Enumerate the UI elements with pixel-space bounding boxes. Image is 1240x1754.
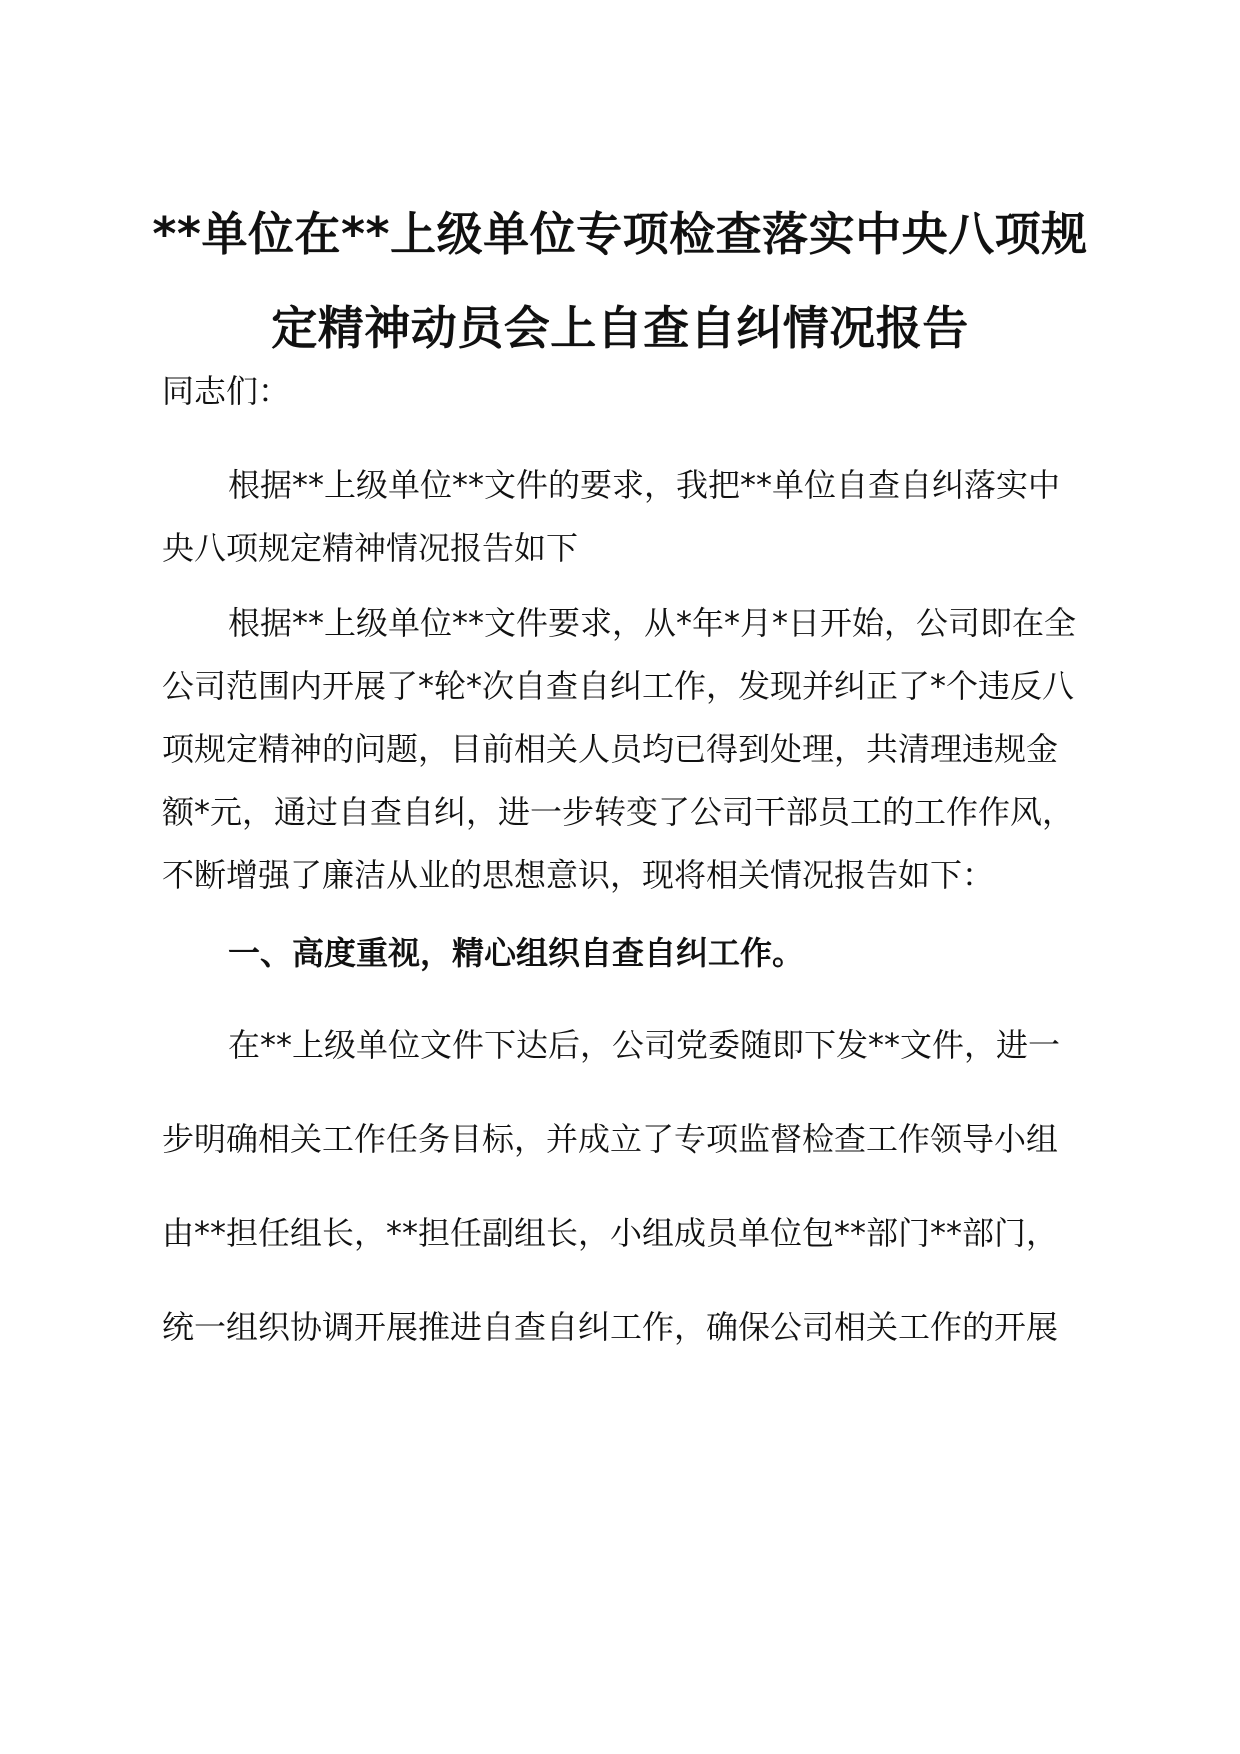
paragraph-3-line-3: 由**担任组长，**担任副组长，小组成员单位包**部门**部门， xyxy=(162,1214,1059,1252)
paragraph-2-line-1: 根据**上级单位**文件要求，从*年*月*日开始，公司即在全 xyxy=(228,604,1077,642)
document-title-line-2: 定精神动员会上自查自纠情况报告 xyxy=(271,301,969,355)
document-title-line-1: **单位在**上级单位专项检查落实中央八项规 xyxy=(152,207,1088,261)
paragraph-2-line-2: 公司范围内开展了*轮*次自查自纠工作，发现并纠正了*个违反八 xyxy=(162,667,1075,705)
paragraph-2-line-4: 额*元，通过自查自纠，进一步转变了公司干部员工的工作作风， xyxy=(162,793,1075,831)
salutation: 同志们： xyxy=(162,372,291,410)
paragraph-2-line-3: 项规定精神的问题，目前相关人员均已得到处理，共清理违规金 xyxy=(162,730,1059,768)
paragraph-3-line-4: 统一组织协调开展推进自查自纠工作，确保公司相关工作的开展 xyxy=(162,1308,1059,1346)
paragraph-2-line-5: 不断增强了廉洁从业的思想意识，现将相关情况报告如下： xyxy=(162,856,995,894)
paragraph-1-line-1: 根据**上级单位**文件的要求，我把**单位自查自纠落实中 xyxy=(228,466,1061,504)
paragraph-3-line-2: 步明确相关工作任务目标，并成立了专项监督检查工作领导小组 xyxy=(162,1120,1059,1158)
paragraph-3-line-1: 在**上级单位文件下达后，公司党委随即下发**文件，进一 xyxy=(228,1026,1061,1064)
section-heading-1: 一、高度重视，精心组织自查自纠工作。 xyxy=(228,934,805,972)
paragraph-1-line-2: 央八项规定精神情况报告如下 xyxy=(162,529,579,567)
